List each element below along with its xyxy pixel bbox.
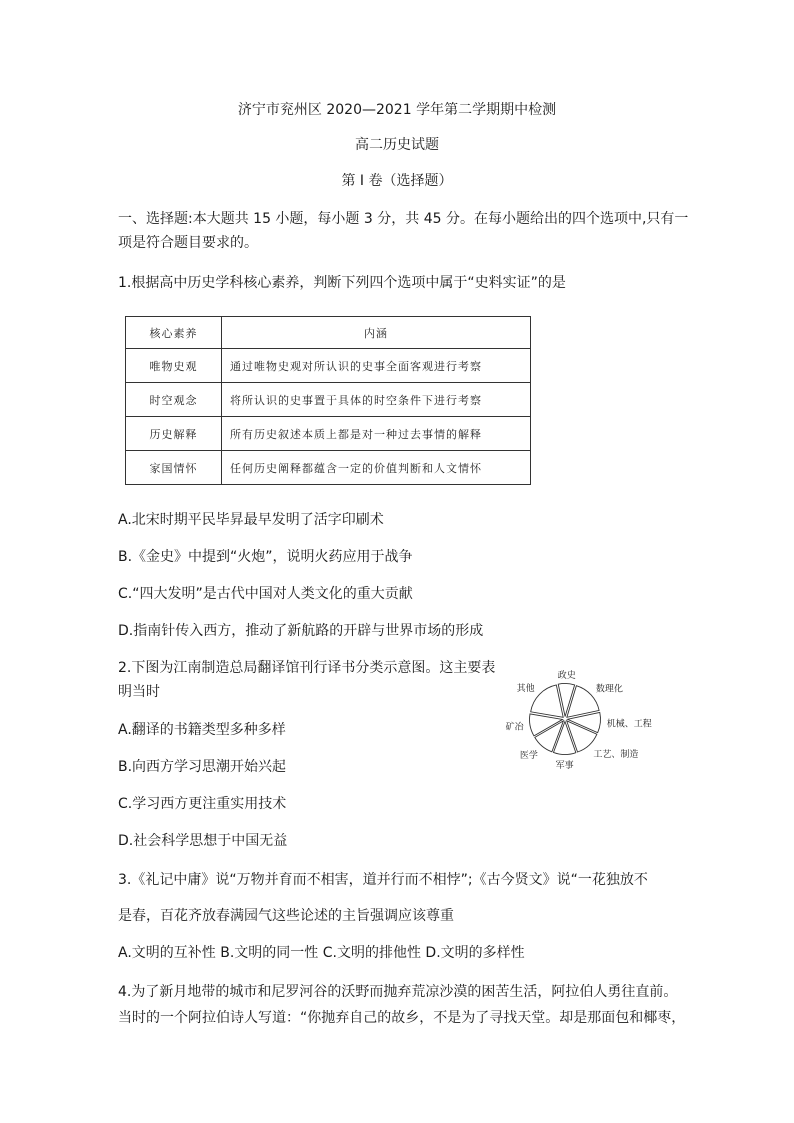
pie-label: 其他 [516, 683, 535, 694]
section-heading: 第 I 卷（选择题） [341, 173, 453, 189]
table-header-cell: 内涵 [222, 317, 531, 349]
pie-label: 数理化 [595, 684, 623, 695]
translation-category-pie-chart [505, 668, 665, 772]
pie-label: 政史 [557, 671, 576, 681]
q2-option-b: B.向西方学习思潮开始兴起 [118, 759, 287, 775]
table-cell: 所有历史叙述本质上都是对一种过去事情的解释 [222, 417, 531, 451]
table-cell: 历史解释 [126, 417, 222, 451]
q2-stem: 明当时 [118, 684, 160, 700]
table-cell: 通过唯物史观对所认识的史事全面客观进行考察 [222, 349, 531, 383]
table-row [126, 349, 531, 383]
q1-option-d: D.指南针传入西方，推动了新航路的开辟与世界市场的形成 [118, 623, 484, 639]
pie-label: 军事 [555, 761, 574, 771]
instructions-line: 一、选择题:本大题共 15 小题，每小题 3 分，共 45 分。在每小题给出的四个选项中,只有一 [118, 211, 689, 227]
table-cell: 时空观念 [126, 383, 222, 417]
instructions-line: 项是符合题目要求的。 [118, 235, 258, 251]
q1-table [125, 316, 531, 485]
table-header-cell: 核心素养 [126, 317, 222, 349]
q1-stem: 1.根据高中历史学科核心素养，判断下列四个选项中属于“史料实证”的是 [118, 275, 566, 291]
q3-stem: 3.《礼记中庸》说“万物并育而不相害，道并行而不相悖”;《古今贤文》说“一花独放不 [118, 872, 648, 888]
pie-label: 机械、工程 [606, 719, 652, 730]
table-row [126, 451, 531, 485]
q3-options: A.文明的互补性 B.文明的同一性 C.文明的排他性 D.文明的多样性 [118, 945, 525, 961]
q2-option-a: A.翻译的书籍类型多种多样 [118, 722, 286, 738]
q4-stem: 4.为了新月地带的城市和尼罗河谷的沃野而抛弃荒凉沙漠的困苦生活，阿拉伯人勇往直前。 [118, 984, 678, 1000]
q1-option-a: A.北宋时期平民毕昇最早发明了活字印刷术 [118, 512, 384, 528]
table-row [126, 417, 531, 451]
pie-label: 矿冶 [505, 722, 524, 733]
table-cell: 唯物史观 [126, 349, 222, 383]
table-header-row [126, 317, 531, 349]
exam-subject: 高二历史试题 [355, 137, 439, 153]
q2-option-c: C.学习西方更注重实用技术 [118, 796, 287, 812]
table-cell: 任何历史阐释都蕴含一定的价值判断和人文情怀 [222, 451, 531, 485]
q2-option-d: D.社会科学思想于中国无益 [118, 833, 288, 849]
pie-slice [531, 685, 564, 717]
q1-option-b: B.《金史》中提到“火炮”，说明火药应用于战争 [118, 549, 413, 565]
exam-title: 济宁市兖州区 2020—2021 学年第二学期期中检测 [237, 102, 557, 118]
pie-label: 医学 [519, 751, 538, 762]
q4-stem: 当时的一个阿拉伯诗人写道：“你抛弃自己的故乡，不是为了寻找天堂。却是那面包和椰枣， [118, 1010, 686, 1026]
q1-option-c: C.“四大发明”是古代中国对人类文化的重大贡献 [118, 586, 413, 602]
q3-stem: 是春，百花齐放春满园气这些论述的主旨强调应该尊重 [118, 908, 454, 924]
q2-stem: 2.下图为江南制造总局翻译馆刊行译书分类示意图。这主要表 [118, 660, 496, 676]
table-cell: 家国情怀 [126, 451, 222, 485]
table-row [126, 383, 531, 417]
pie-label: 工艺、制造 [593, 749, 639, 760]
table-cell: 将所认识的史事置于具体的时空条件下进行考察 [222, 383, 531, 417]
